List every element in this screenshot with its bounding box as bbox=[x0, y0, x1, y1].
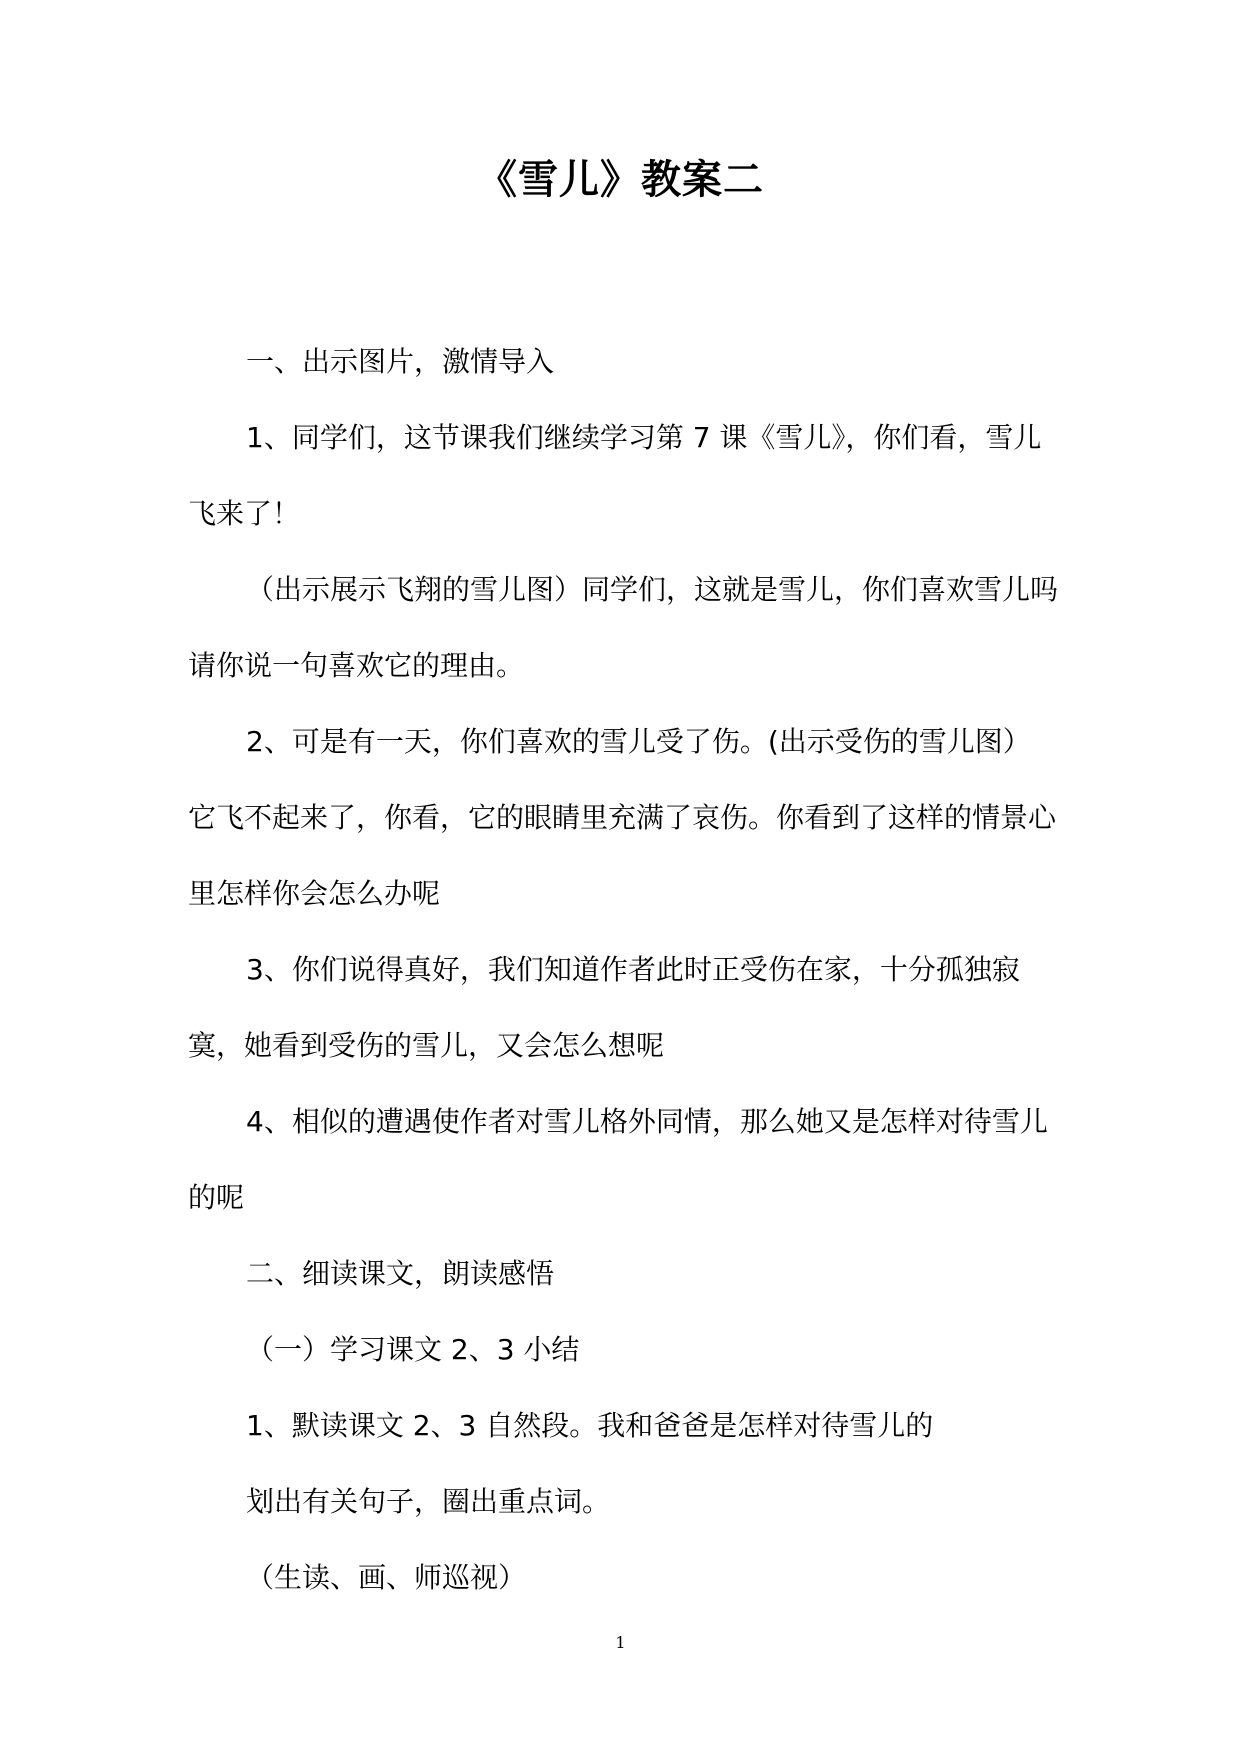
paragraph: 一、出示图片，激情导入 bbox=[246, 345, 555, 378]
document-body bbox=[188, 324, 1058, 1616]
subsection-heading: （一）学习课文 2、3 小结 bbox=[246, 1333, 580, 1366]
paragraph: 1、默读课文 2、3 自然段。我和爸爸是怎样对待雪儿的 bbox=[246, 1409, 934, 1442]
paragraph: 划出有关句子，圈出重点词。 bbox=[246, 1485, 611, 1518]
paragraph: 4、相似的遭遇使作者对雪儿格外同情，那么她又是怎样对待雪儿的呢 bbox=[188, 1105, 1048, 1214]
document-title: 《雪儿》教案二 bbox=[477, 157, 764, 203]
paragraph: 2、可是有一天，你们喜欢的雪儿受了伤。(出示受伤的雪儿图）它飞不起来了，你看，它的眼睛里充满了哀伤。你看到了这样的情景心里怎样你会怎么办呢 bbox=[188, 725, 1057, 910]
section-heading: 二、细读课文，朗读感悟 bbox=[246, 1257, 555, 1290]
page-number: 1 bbox=[615, 1633, 626, 1652]
paragraph: 1、同学们，这节课我们继续学习第 7 课《雪儿》，你们看，雪儿飞来了！ bbox=[188, 421, 1042, 530]
paragraph: 3、你们说得真好，我们知道作者此时正受伤在家，十分孤独寂寞，她看到受伤的雪儿，又会怎么想呢 bbox=[188, 953, 1020, 1062]
paragraph: （生读、画、师巡视） bbox=[246, 1561, 527, 1594]
paragraph: （出示展示飞翔的雪儿图）同学们，这就是雪儿，你们喜欢雪儿吗请你说一句喜欢它的理由。 bbox=[188, 573, 1059, 682]
